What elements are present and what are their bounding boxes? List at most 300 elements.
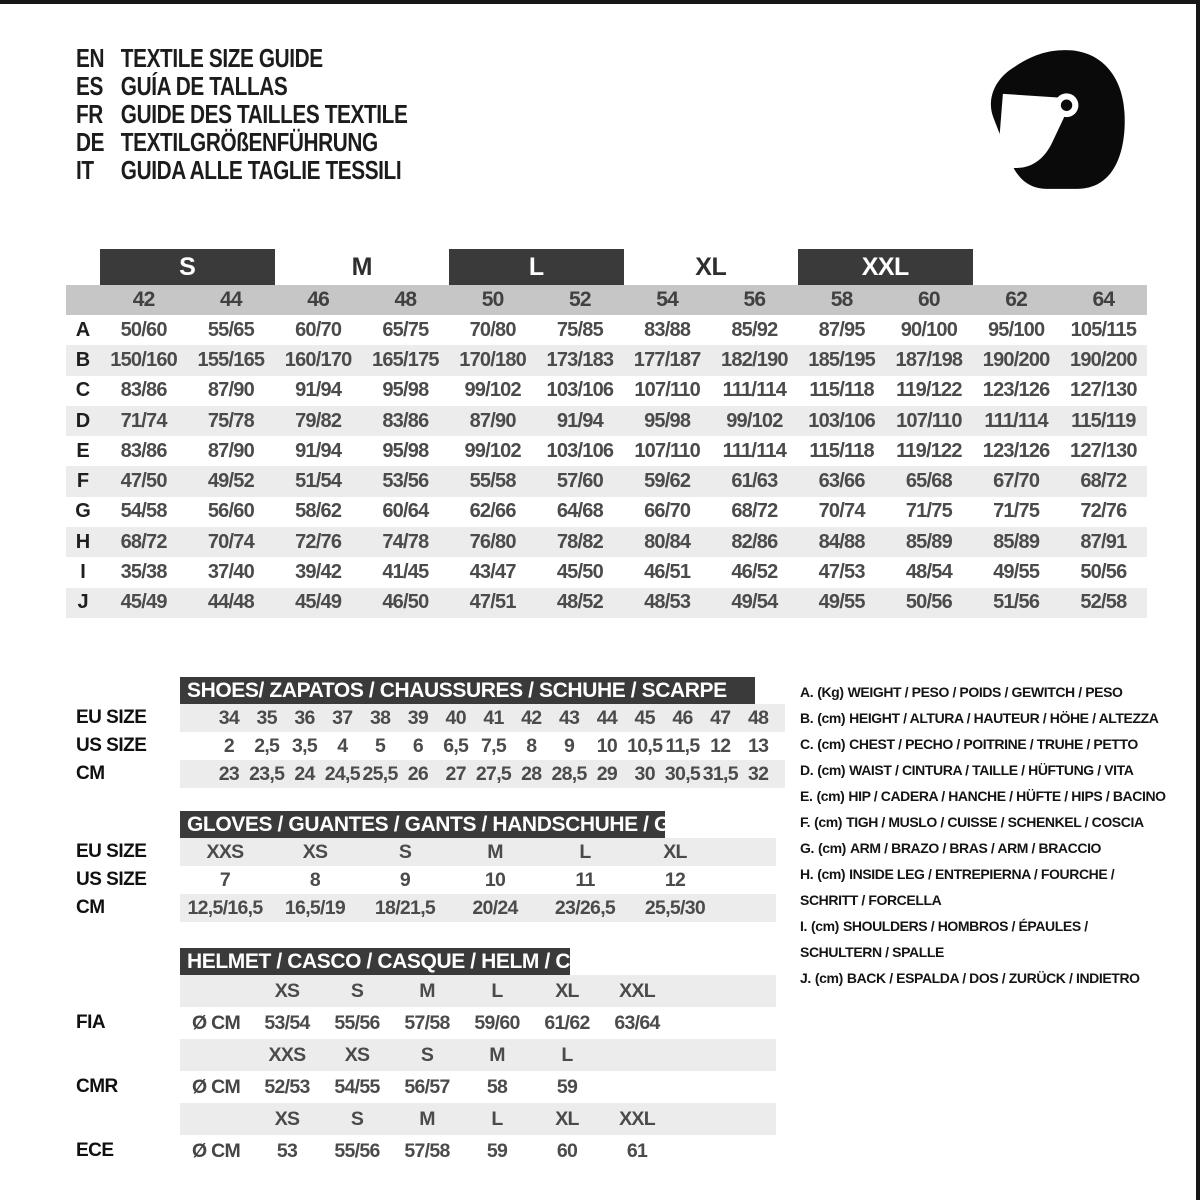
language-code: IT: [76, 154, 94, 185]
legend-item-unit: (cm): [817, 710, 846, 726]
size-value: 170/180: [459, 348, 526, 371]
column-header: 52: [568, 288, 591, 311]
size-value: 45/50: [556, 561, 603, 584]
legend-item-key: J.: [800, 970, 811, 986]
size-value: 87/90: [207, 439, 254, 462]
size-value: 47: [710, 706, 731, 729]
size-value: 58/62: [295, 500, 342, 523]
size-value: 4: [337, 734, 348, 757]
helmet-size-header-fia: [66, 975, 776, 1007]
language-row: [76, 100, 407, 128]
legend-item-key: B.: [800, 710, 814, 726]
size-value: 61/62: [544, 1011, 590, 1034]
legend-item: [800, 783, 1172, 809]
helmet-rows: [66, 975, 776, 1167]
size-value: 79/82: [295, 409, 342, 432]
size-value: 54/58: [120, 500, 167, 523]
legend-item-text: TIGH / MUSLO / CUISSE / SCHENKEL / COSCIA: [846, 814, 1144, 830]
size-value: 91/94: [295, 379, 342, 402]
gloves-title-bar: [180, 811, 733, 838]
size-value: 2: [223, 734, 234, 757]
size-value: 115/118: [809, 439, 874, 462]
unit-label: Ø CM: [191, 1139, 241, 1162]
size-value: 115/119: [1071, 409, 1136, 432]
size-row-j: [66, 588, 1147, 618]
size-value: 65/68: [905, 470, 952, 493]
column-header: 62: [1005, 288, 1027, 311]
helmet-size-label: XS: [274, 979, 300, 1002]
legend-item: [800, 835, 1172, 861]
size-value: 37/40: [207, 561, 254, 584]
size-group-m: M: [351, 252, 372, 281]
helmet-size-label: XXS: [268, 1043, 306, 1066]
page-right-border: [1196, 0, 1200, 1200]
size-value: 30: [634, 762, 655, 785]
size-value: 46: [672, 706, 693, 729]
size-value: 68/72: [731, 500, 778, 523]
row-label: A: [75, 318, 91, 341]
size-value: 70/74: [207, 530, 254, 553]
legend-item-key: G.: [800, 840, 814, 856]
shoes-rows: [66, 704, 785, 788]
helmet-size-label: L: [491, 979, 503, 1002]
helmet-size-label: M: [489, 1043, 505, 1066]
size-value: 24: [294, 762, 315, 785]
helmet-size-label: XXL: [619, 979, 655, 1002]
row-label: [66, 1039, 180, 1071]
size-value: 71/74: [120, 409, 167, 432]
size-value: 53/56: [382, 470, 429, 493]
size-value: 2,5: [254, 734, 280, 757]
helmet-sizes: [180, 975, 776, 1007]
size-value: 66/70: [644, 500, 691, 523]
column-header: 54: [656, 288, 678, 311]
row-label: US SIZE: [76, 869, 147, 890]
size-value: 75/78: [207, 409, 254, 432]
unit-spacer: [180, 1039, 252, 1071]
gloves-title: GLOVES / GUANTES / GANTS / HANDSCHUHE / GUANTI: [187, 812, 733, 836]
size-value: 18/21,5: [374, 896, 436, 919]
size-value: 165/175: [372, 348, 439, 371]
size-value: 56/60: [207, 500, 254, 523]
size-value: 71/75: [993, 500, 1040, 523]
size-value: 95/100: [987, 318, 1045, 341]
size-value: 39/42: [295, 561, 342, 584]
size-value: 70/80: [469, 318, 516, 341]
size-value: 34: [218, 706, 240, 729]
size-value: 31,5: [702, 762, 738, 785]
helmet-size-label: XS: [274, 1107, 300, 1130]
gloves-rows: [66, 838, 776, 922]
legend-item-text: BACK / ESPALDA / DOS / ZURÜCK / INDIETRO: [846, 970, 1140, 986]
size-value: 123/126: [982, 379, 1050, 402]
standard-label: CMR: [76, 1076, 118, 1097]
size-value: 45/49: [295, 591, 342, 614]
size-value: 45/49: [120, 591, 167, 614]
size-group-l: L: [449, 249, 624, 285]
size-value: 11: [575, 868, 595, 891]
size-value: 53: [276, 1139, 298, 1162]
helmet-sizes: [180, 1039, 776, 1071]
legend-item-unit: (cm): [810, 918, 839, 934]
size-value: 28,5: [551, 762, 587, 785]
size-value: 12: [664, 868, 686, 891]
column-header: 44: [219, 288, 242, 311]
size-value: 29: [596, 762, 618, 785]
size-value: 80/84: [644, 530, 691, 553]
language-row: [76, 44, 407, 72]
size-value: 51/54: [295, 470, 342, 493]
size-value: 28: [521, 762, 542, 785]
size-value: 16,5/19: [284, 896, 346, 919]
row-label: G: [75, 500, 91, 523]
size-value: 57/60: [556, 470, 603, 493]
row-label: EU SIZE: [76, 841, 147, 862]
size-value: 8: [309, 868, 321, 891]
helmet-values-fia: [66, 1007, 776, 1039]
size-value: 12,5/16,5: [187, 896, 263, 919]
legend-item-key: D.: [800, 762, 814, 778]
row-label: C: [75, 379, 91, 402]
size-value: 82/86: [731, 530, 778, 553]
legend-item-key: E.: [800, 788, 813, 804]
size-value: 38: [369, 706, 391, 729]
size-value: 105/115: [1070, 318, 1137, 341]
legend-item-text: HIP / CADERA / HANCHE / HÜFTE / HIPS / BACINO: [848, 788, 1166, 804]
row-label: E: [76, 439, 90, 462]
size-group-s: S: [100, 249, 275, 285]
measurement-legend: [800, 679, 1172, 991]
mini-row-us-size: [66, 866, 776, 894]
size-value: 51/56: [993, 591, 1040, 614]
size-value: [602, 1071, 672, 1103]
size-value: 8: [526, 734, 537, 757]
size-value: 20/24: [472, 896, 518, 919]
helmet-size-label: S: [350, 979, 364, 1002]
size-value: 49/55: [993, 561, 1040, 584]
size-value: 72/76: [295, 530, 342, 553]
size-value: 75/85: [556, 318, 603, 341]
mini-values: [180, 866, 776, 894]
size-value: 23,5: [249, 762, 285, 785]
size-value: 23/26,5: [554, 896, 616, 919]
unit-label: Ø CM: [191, 1011, 241, 1034]
size-value: 52/58: [1080, 591, 1127, 614]
size-value: 46/50: [382, 591, 429, 614]
mini-values: [180, 838, 776, 866]
size-value: 41: [483, 706, 504, 729]
legend-item-text: SHOULDERS / HOMBROS / ÉPAULES / SCHULTERN / SPALLE: [800, 918, 1088, 960]
legend-item-text: HEIGHT / ALTURA / HAUTEUR / HÖHE / ALTEZZA: [849, 710, 1159, 726]
size-value: 3,5: [291, 734, 317, 757]
helmet-size-label: M: [419, 1107, 435, 1130]
legend-item-unit: (cm): [814, 970, 843, 986]
size-value: 44: [596, 706, 618, 729]
unit-spacer: [180, 975, 252, 1007]
size-value: 70/74: [818, 500, 865, 523]
size-value: 59/62: [644, 470, 691, 493]
size-value: 103/106: [808, 409, 875, 432]
size-row-e: [66, 436, 1147, 466]
row-label: CM: [76, 763, 105, 784]
size-value: 10: [484, 868, 506, 891]
size-value: 64/68: [556, 500, 603, 523]
shoes-title: SHOES/ ZAPATOS / CHAUSSURES / SCHUHE / SCARPE: [187, 678, 727, 702]
size-value: 36: [294, 706, 315, 729]
page-top-border: [0, 0, 1200, 4]
size-value: 60/70: [295, 318, 342, 341]
size-value: 87/90: [469, 409, 516, 432]
legend-item: [800, 679, 1172, 705]
legend-item-unit: (cm): [817, 736, 846, 752]
legend-item-unit: (cm): [817, 762, 846, 778]
size-value: 9: [564, 734, 575, 757]
row-label: D: [75, 409, 91, 432]
helmet-values-cmr: [66, 1071, 776, 1103]
size-row-h: [66, 527, 1147, 557]
helmet-size-header-cmr: [66, 1039, 776, 1071]
row-label: B: [75, 348, 91, 371]
size-row-d: [66, 406, 1147, 436]
row-label: H: [75, 530, 91, 553]
size-value: 39: [407, 706, 429, 729]
size-value: 25,5/30: [644, 896, 706, 919]
size-value: 63/66: [818, 470, 865, 493]
size-value: 47/50: [120, 470, 167, 493]
helmet-sizes: [180, 1103, 776, 1135]
size-value: 43/47: [469, 561, 516, 584]
size-value: 48/52: [556, 591, 603, 614]
size-value: 48/53: [644, 591, 691, 614]
size-value: XL: [663, 840, 687, 863]
legend-item-unit: (cm): [816, 788, 845, 804]
size-value: M: [487, 840, 503, 863]
size-value: 119/122: [896, 439, 962, 462]
row-label: US SIZE: [76, 735, 147, 756]
size-value: 61: [626, 1139, 648, 1162]
legend-item: [800, 861, 1172, 913]
size-value: 95/98: [382, 379, 429, 402]
size-value: 10: [596, 734, 618, 757]
size-value: 6,5: [443, 734, 469, 757]
size-value: 61/63: [731, 470, 778, 493]
size-value: 53/54: [264, 1011, 310, 1034]
size-value: 111/114: [722, 379, 787, 402]
size-value: 87/95: [818, 318, 865, 341]
size-value: 115/118: [809, 379, 874, 402]
legend-item: [800, 757, 1172, 783]
size-value: 85/92: [731, 318, 778, 341]
helmet-size-label: XS: [344, 1043, 370, 1066]
column-header: 48: [394, 288, 417, 311]
size-value: 187/198: [895, 348, 963, 371]
size-column-header-row: [66, 285, 1147, 315]
legend-item: [800, 965, 1172, 991]
size-value: 76/80: [469, 530, 516, 553]
size-value: 95/98: [382, 439, 429, 462]
size-value: 127/130: [1070, 439, 1137, 462]
size-value: 99/102: [726, 409, 783, 432]
size-value: 35/38: [120, 561, 167, 584]
language-title: TEXTILGRÖßENFÜHRUNG: [120, 126, 378, 157]
row-label: F: [76, 470, 90, 493]
size-value: 150/160: [110, 348, 177, 371]
size-value: 46/51: [644, 561, 691, 584]
mini-values: [180, 894, 776, 922]
racing-helmet-icon: [982, 42, 1134, 197]
row-label: CM: [76, 897, 105, 918]
size-value: 60: [556, 1139, 578, 1162]
column-header: 58: [830, 288, 853, 311]
size-value: 87/90: [207, 379, 254, 402]
row-label: EU SIZE: [76, 707, 147, 728]
column-header: 64: [1092, 288, 1115, 311]
size-value: 83/88: [644, 318, 691, 341]
language-code: DE: [76, 126, 105, 157]
size-value: 47/51: [469, 591, 516, 614]
size-value: XXS: [206, 840, 244, 863]
size-value: 59/60: [474, 1011, 520, 1034]
size-value: 107/110: [634, 379, 700, 402]
size-value: 103/106: [546, 439, 614, 462]
size-value: 72/76: [1080, 500, 1127, 523]
language-title: GUIDE DES TAILLES TEXTILE: [120, 98, 408, 129]
size-group-spacer: [66, 249, 100, 285]
size-value: 49/54: [731, 591, 778, 614]
size-value: 107/110: [634, 439, 700, 462]
legend-item: [800, 705, 1172, 731]
legend-item: [800, 731, 1172, 757]
size-value: 7: [219, 868, 231, 891]
legend-item-unit: (cm): [817, 866, 846, 882]
size-value: 59: [486, 1139, 508, 1162]
size-value: 87/91: [1080, 530, 1127, 553]
size-row-g: [66, 497, 1147, 527]
size-value: 59: [556, 1075, 578, 1098]
column-header: 56: [743, 288, 766, 311]
shoes-size-table: [66, 677, 785, 788]
mini-values: [180, 760, 785, 788]
size-value: 111/114: [722, 439, 787, 462]
textile-size-table: [66, 249, 1147, 618]
helmet-size-header-ece: [66, 1103, 776, 1135]
language-code: EN: [76, 42, 105, 73]
helmet-size-label: L: [491, 1107, 503, 1130]
language-code: ES: [76, 70, 103, 101]
language-title: TEXTILE SIZE GUIDE: [120, 42, 323, 73]
size-value: 182/190: [721, 348, 788, 371]
size-value: 190/200: [1070, 348, 1137, 371]
size-value: 99/102: [464, 379, 521, 402]
size-value: 35: [256, 706, 277, 729]
helmet-values: [180, 1071, 776, 1103]
size-value: 84/88: [818, 530, 865, 553]
helmet-size-label: XL: [555, 1107, 579, 1130]
helmet-values: [180, 1007, 776, 1039]
size-value: 45: [634, 706, 655, 729]
language-code: FR: [76, 98, 103, 129]
size-value: 43: [558, 706, 580, 729]
size-value: 10,5: [627, 734, 663, 757]
size-value: 99/102: [464, 439, 521, 462]
column-header: 46: [307, 288, 329, 311]
size-value: 123/126: [982, 439, 1050, 462]
size-value: 47/53: [818, 561, 865, 584]
language-title: GUIDA ALLE TAGLIE TESSILI: [120, 154, 402, 185]
unit-spacer: [180, 1103, 252, 1135]
size-row-i: [66, 557, 1147, 587]
language-row: [76, 128, 407, 156]
size-value: 13: [747, 734, 769, 757]
helmet-size-label: S: [350, 1107, 364, 1130]
legend-item: [800, 913, 1172, 965]
column-header: 60: [917, 288, 940, 311]
size-group-spacer: [973, 249, 1060, 285]
helmet-size-label: S: [420, 1043, 434, 1066]
helmet-size-label: L: [561, 1043, 573, 1066]
mini-row-eu-size: [66, 838, 776, 866]
mini-row-eu-size: [66, 704, 785, 732]
size-value: 11,5: [665, 734, 700, 757]
language-title-list: [76, 44, 407, 184]
legend-item-unit: (cm): [817, 840, 846, 856]
size-value: 24,5: [324, 762, 360, 785]
language-title: GUÍA DE TALLAS: [120, 70, 288, 101]
size-value: 42: [521, 706, 542, 729]
standard-label: ECE: [76, 1140, 114, 1161]
size-value: 50/56: [1080, 561, 1127, 584]
size-value: 95/98: [644, 409, 691, 432]
size-group-xl: XL: [695, 252, 727, 281]
size-value: 190/200: [982, 348, 1050, 371]
language-row: [76, 156, 407, 184]
helmet-size-table: [66, 948, 776, 1167]
size-value: 85/89: [905, 530, 952, 553]
size-value: 57/58: [404, 1011, 450, 1034]
legend-item-text: WEIGHT / PESO / POIDS / GEWITCH / PESO: [847, 684, 1123, 700]
size-value: 12: [710, 734, 731, 757]
size-row-c: [66, 376, 1147, 406]
size-value: 46/52: [731, 561, 778, 584]
size-value: 37: [332, 706, 353, 729]
size-value: 27,5: [475, 762, 512, 785]
size-row-f: [66, 466, 1147, 496]
size-value: 185/195: [808, 348, 875, 371]
helmet-size-label: XXL: [619, 1107, 655, 1130]
mini-values: [180, 704, 785, 732]
size-value: 27: [445, 762, 466, 785]
size-value: 54/55: [334, 1075, 380, 1098]
shoes-title-bar: [180, 677, 755, 704]
size-value: 50/56: [905, 591, 952, 614]
size-value: 40: [445, 706, 466, 729]
size-row-b: [66, 345, 1147, 375]
size-value: 65/75: [382, 318, 429, 341]
legend-item-unit: (cm): [814, 814, 843, 830]
mini-row-cm: [66, 760, 785, 788]
size-group-xxl: XXL: [798, 249, 973, 285]
size-value: 74/78: [382, 530, 429, 553]
size-value: 68/72: [1080, 470, 1127, 493]
mini-values: [180, 732, 785, 760]
helmet-size-label: [602, 1039, 672, 1071]
helmet-values: [180, 1135, 776, 1167]
corner-spacer: [66, 285, 100, 315]
size-value: 26: [407, 762, 429, 785]
size-value: 83/86: [382, 409, 429, 432]
legend-item-text: ARM / BRAZO / BRAS / ARM / BRACCIO: [849, 840, 1102, 856]
size-value: 63/64: [614, 1011, 660, 1034]
